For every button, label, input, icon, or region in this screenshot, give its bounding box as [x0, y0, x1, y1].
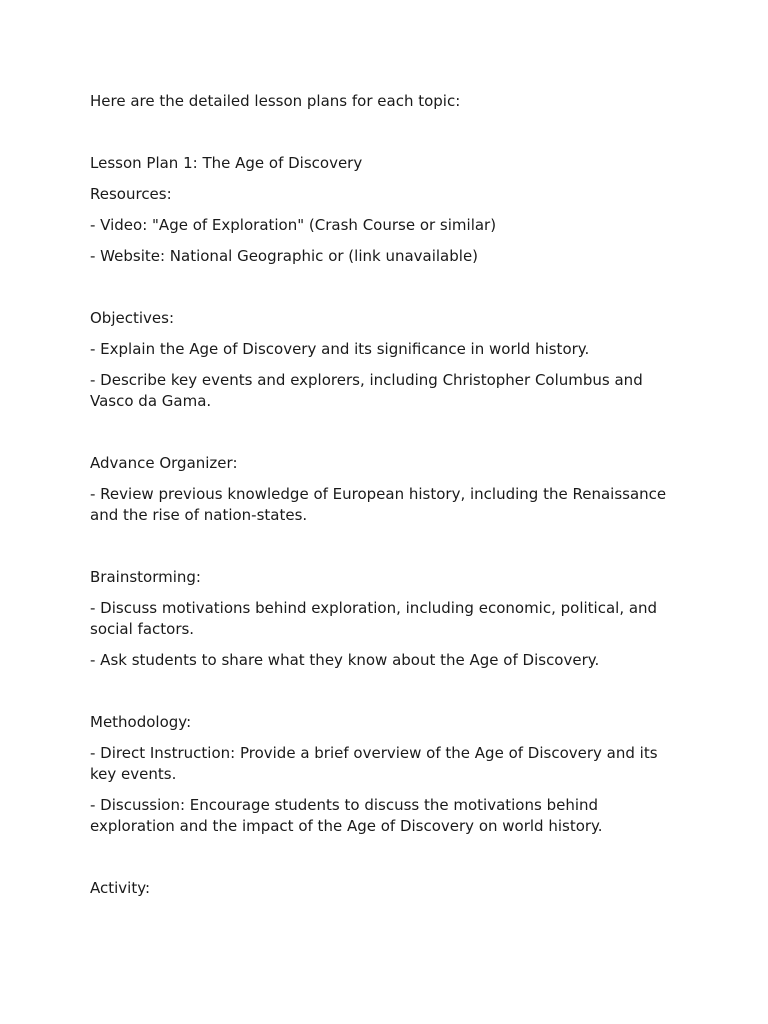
objective-item: - Describe key events and explorers, including Christopher Columbus and Vasco da Gama.	[90, 371, 643, 410]
spacer	[90, 122, 680, 153]
brainstorming-heading: Brainstorming:	[90, 568, 201, 586]
methodology-item: - Direct Instruction: Provide a brief overview of the Age of Discovery and its key events.	[90, 744, 658, 783]
document-page	[90, 91, 680, 909]
resources-heading: Resources:	[90, 185, 172, 203]
spacer	[90, 422, 680, 453]
resource-item: - Website: National Geographic or (link unavailable)	[90, 247, 479, 265]
advance-organizer-heading: Advance Organizer:	[90, 454, 238, 472]
objectives-heading: Objectives:	[90, 309, 174, 327]
resource-item: - Video: "Age of Exploration" (Crash Course or similar)	[90, 216, 497, 234]
brainstorming-item: - Ask students to share what they know about the Age of Discovery.	[90, 651, 600, 669]
intro-text: Here are the detailed lesson plans for each topic:	[90, 92, 461, 110]
methodology-heading: Methodology:	[90, 713, 192, 731]
spacer	[90, 536, 680, 567]
methodology-item: - Discussion: Encourage students to discuss the motivations behind exploration and the impact of the Age of Discovery on world history.	[90, 796, 603, 835]
brainstorming-item: - Discuss motivations behind exploration, including economic, political, and social factors.	[90, 599, 658, 638]
spacer	[90, 277, 680, 308]
spacer	[90, 681, 680, 712]
spacer	[90, 847, 680, 878]
lesson-title: Lesson Plan 1: The Age of Discovery	[90, 154, 363, 172]
objective-item: - Explain the Age of Discovery and its significance in world history.	[90, 340, 590, 358]
activity-heading: Activity:	[90, 879, 151, 897]
advance-organizer-item: - Review previous knowledge of European history, including the Renaissance and the rise of nation-states.	[90, 485, 667, 524]
